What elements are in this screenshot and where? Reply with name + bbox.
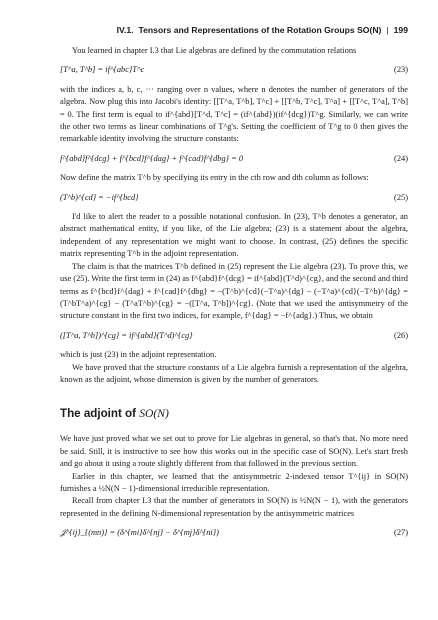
page-number: 199 [393,25,408,35]
equation-text: 𝒥^{ij}_{(mn)} = (δ^{mi}δ^{nj} − δ^{mj}δ^{ni}) [60,528,219,538]
equation-number: (27) [394,528,408,538]
equation-23 [60,64,408,76]
page-body [60,45,408,547]
equation-number: (25) [394,192,408,202]
paragraph: Now define the matrix T^b by specifying its entry in the cth row and dth column as follows: [60,173,369,183]
equation-number: (26) [394,330,408,340]
equation-number: (23) [394,65,408,75]
paragraph: with the indices a, b, c, ··· ranging over n values, where n denotes the number of generators of the algebra. Now plug this into Jacobi's identity: [[T^a, T^b], T^c] + [[T^b, T^c], T^a] + [[T^c, T^a], T^b] = 0. The first term is equal to if^{abd}[T^d, T^c] = (if^{abd})(if^{dcg})T^g. Similarly, we can write the other two terms as linear combinations of T^g's. Setting the coefficient of T^g to 0 then gives the remarkable identity involving the structure constants: [60,84,408,144]
equation-25 [60,192,408,204]
paragraph: Earlier in this chapter, we learned that the antisymmetric 2-indexed tensor T^{ij} in SO(N) furnishes a ½N(N − 1)-dimensional irreducible representation. [60,471,408,493]
equation-text: f^{abd}f^{dcg} + f^{bcd}f^{dag} + f^{cad}f^{dbg} = 0 [60,153,244,163]
equation-24 [60,153,408,165]
equation-26 [60,330,408,342]
running-head [60,24,408,38]
equation-number: (24) [394,153,408,163]
paragraph: We have proved that the structure constants of a Lie algebra furnish a representation of the algebra, known as the adjoint, whose dimension is given by the number of generators. [60,362,408,384]
paragraph: The claim is that the matrices T^b defined in (25) represent the Lie algebra (23). To prove this, we use (25). Write the first term in (24) as f^{abd}f^{dcg} = if^{abd}(T^d)^{cg}, and the second and third terms as f^{bcd}f^{dag} + f^{cad}f^{dbg} = −(T^b)^{cd}(−T^a)^{dg} − (−T^a)^{cd}(−T^b)^{dg} = (T^bT^a)^{cg} − (T^aT^b)^{cg} = −([T^a, T^b])^{cg}. (Note that we used the antisymmetry of the structure constant in the first two indices, for example, f^{dag} = −f^{adg}.) Thus, we obtain [60,261,408,321]
equation-text: [T^a, T^b] = if^{abc}T^c [60,65,145,75]
section-heading-group: SO(N) [139,407,169,421]
section-heading [60,406,408,421]
paragraph: I'd like to alert the reader to a possible notational confusion. In (23), T^b denotes a generator, an abstract mathematical entity, if you like, of the Lie algebra; (23) is a statement about the algebra, independent of any representation we might want to choose. In contrast, (25) defines the specific matrix representing T^b in the adjoint representation. [60,212,408,259]
paragraph: which is just (23) in the adjoint representation. [60,350,217,360]
paragraph: Recall from chapter I.3 that the number of generators in SO(N) is ½N(N − 1), with the generators represented in the defining N-dimensional representation by the antisymmetric matrices [60,496,408,518]
equation-text: ([T^a, T^b])^{cg} = if^{abd}(T^d)^{cg} [60,330,193,340]
paragraph: We have just proved what we set out to prove for Lie algebras in general, so that's that. No more need be said. Still, it is instructive to see how this works out in the specific case of SO(N). Let's start fresh and go about it using a route slightly different from that followed in the previous section. [60,434,408,469]
running-head-section: IV.1. [116,25,134,35]
paragraph: You learned in chapter I.3 that Lie algebras are defined by the commutation relations [72,46,357,55]
running-head-separator: | [386,25,389,35]
equation-27 [60,527,408,539]
running-head-title: Tensors and Representations of the Rotation Groups SO(N) [138,25,382,35]
section-heading-text: The adjoint of [60,407,140,421]
equation-text: (T^b)^{cd} = −if^{bcd} [60,192,139,202]
